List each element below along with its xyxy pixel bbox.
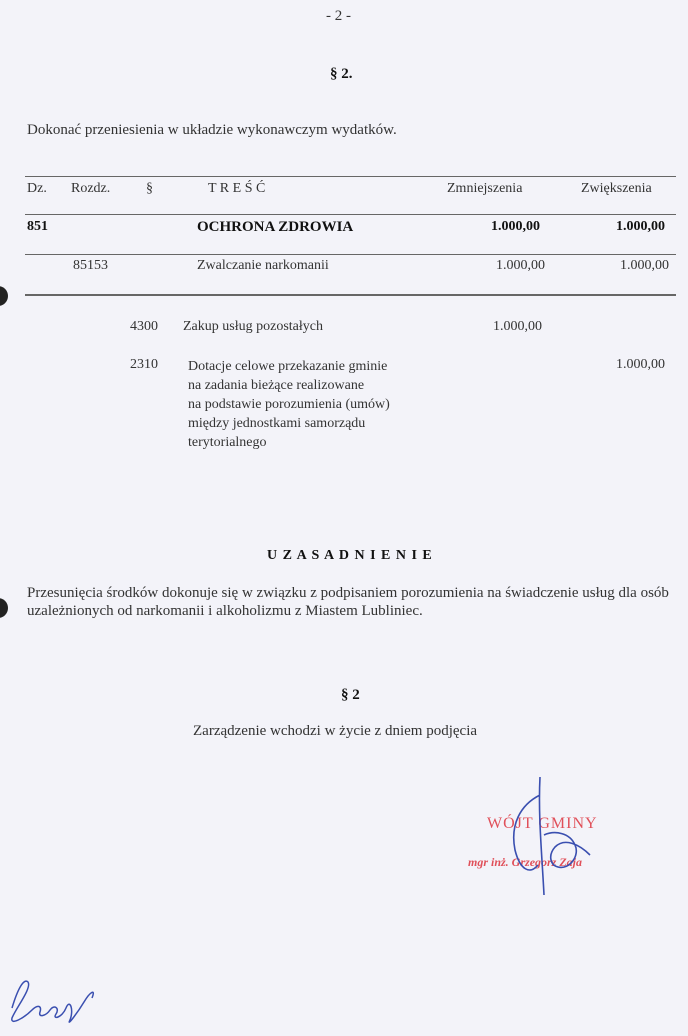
header-zwiekszenia: Zwiększenia: [581, 181, 652, 196]
punch-hole-top: [0, 286, 8, 306]
dzial-rule: [25, 254, 676, 255]
item-description: [188, 357, 478, 452]
section-heading: § 2.: [330, 66, 353, 82]
item-description-line: Dotacje celowe przekazanie gminie: [188, 359, 388, 374]
header-dz: Dz.: [27, 181, 47, 196]
item-description-line: terytorialnego: [188, 435, 267, 450]
section2-heading: § 2: [341, 687, 360, 703]
dzial-code: 851: [27, 219, 48, 234]
rozdzial-zwiekszenia: 1.000,00: [620, 258, 669, 273]
header-rozdz: Rozdz.: [71, 181, 111, 196]
header-paragraph: §: [146, 181, 153, 196]
rozdzial-zmniejszenia: 1.000,00: [496, 258, 545, 273]
header-tresc: T R E Ś Ć: [208, 181, 266, 196]
item-paragraph: 2310: [130, 357, 158, 372]
page-number: - 2 -: [326, 8, 351, 24]
table-top-rule: [25, 176, 676, 177]
punch-hole-bottom: [0, 598, 8, 618]
rozdzial-code: 85153: [73, 258, 108, 273]
stamp-title: WÓJT GMINY: [487, 815, 598, 832]
item-zwiekszenia: 1.000,00: [616, 357, 665, 372]
item-paragraph: 4300: [130, 319, 158, 334]
dzial-zmniejszenia: 1.000,00: [491, 219, 540, 234]
item-description-line: na zadania bieżące realizowane: [188, 378, 365, 393]
signature-mark: [500, 775, 610, 905]
item-description: Zakup usług pozostałych: [183, 319, 323, 334]
rozdzial-rule: [25, 294, 676, 296]
stamp-name: mgr inż. Grzegorz Zaja: [468, 855, 583, 869]
section2-text: Zarządzenie wchodzi w życie z dniem podjęcia: [193, 723, 478, 739]
header-zmniejszenia: Zmniejszenia: [447, 181, 523, 196]
item-description-line: między jednostkami samorządu: [188, 416, 366, 431]
initials-signature: [4, 968, 100, 1032]
intro-text: Dokonać przeniesienia w układzie wykonawczym wydatków.: [27, 122, 397, 138]
justification-text: Przesunięcia środków dokonuje się w związku z podpisaniem porozumienia na świadczenie usług dla osób uzależnionych od narkomanii i alkoholizmu z Miastem Lubliniec.: [27, 585, 669, 619]
item-zmniejszenia: 1.000,00: [493, 319, 542, 334]
rozdzial-name: Zwalczanie narkomanii: [197, 258, 329, 273]
header-rule: [25, 214, 676, 215]
dzial-zwiekszenia: 1.000,00: [616, 219, 665, 234]
dzial-name: OCHRONA ZDROWIA: [197, 219, 354, 235]
justification-heading: U Z A S A D N I E N I E: [267, 548, 433, 563]
item-description-line: na podstawie porozumienia (umów): [188, 397, 390, 412]
